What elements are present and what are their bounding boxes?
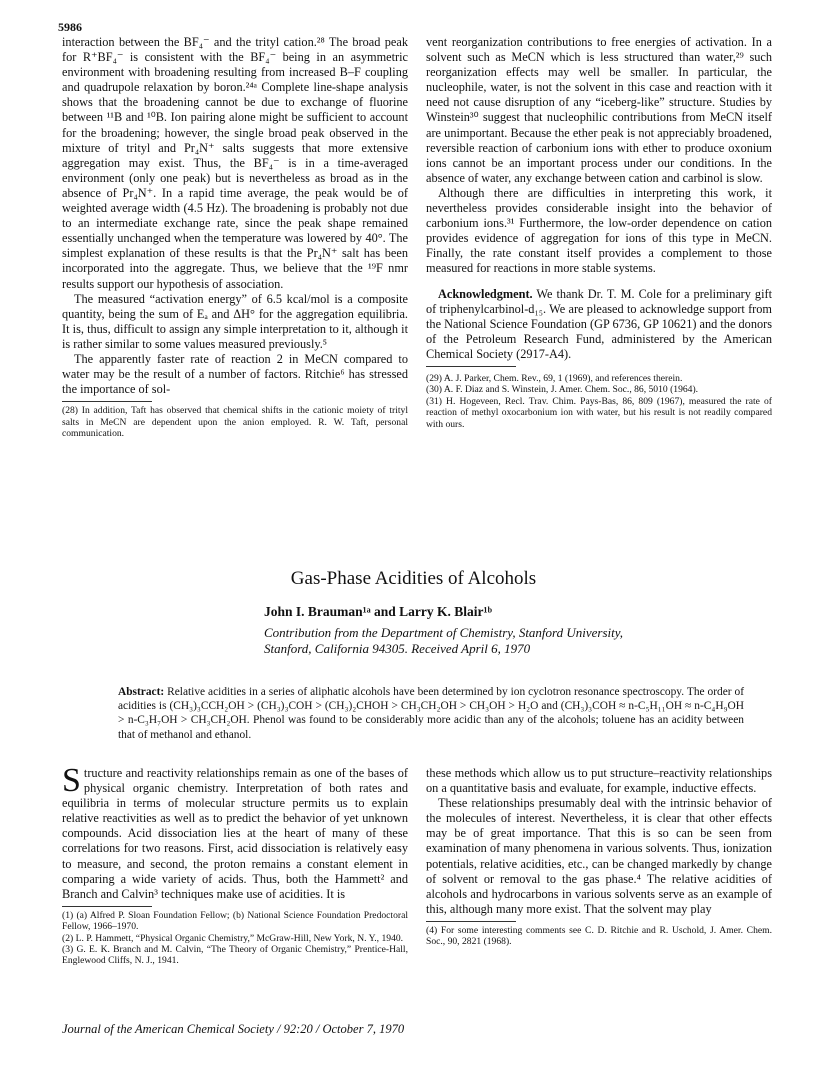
- article-affiliation: [264, 625, 623, 657]
- affiliation-line: Stanford, California 94305. Received April 6, 1970: [264, 641, 531, 656]
- footnote-29: (29) A. J. Parker, Chem. Rev., 69, 1 (1969), and references therein.: [426, 372, 683, 384]
- page-number: 5986: [58, 20, 82, 34]
- paragraph: The apparently faster rate of reaction 2 in MeCN compared to water may be the result of a number of factors. Ritchie⁶ has stressed the importance of sol-: [62, 351, 408, 397]
- acknowledgment-heading: Acknowledgment.: [438, 286, 533, 301]
- article-authors: John I. Brauman¹ᵃ and Larry K. Blair¹ᵇ: [264, 604, 492, 619]
- column-left-top: [62, 35, 408, 439]
- footnote-3: (3) G. E. K. Branch and M. Calvin, “The Theory of Organic Chemistry,” Prentice-Hall, Englewood Cliffs, N. J., 1941.: [62, 944, 408, 967]
- column-right-top: [426, 35, 772, 430]
- column-left-body: [62, 762, 408, 967]
- paragraph: interaction between the BF₄⁻ and the trityl cation.²⁸ The broad peak for R⁺BF₄⁻ is consistent with the BF₄⁻ being in an asymmetric environment with broadening resulting from increased B–F coupling and quadrupole relaxation by boron.²⁴ᵃ Complete line-shape analysis shows that the broadening cannot be due to exchange of fluorine between ¹¹B and ¹⁰B. Ion pairing alone might be sufficient to account for the broadening; however, the single broad peak observed in the mixture of trityl and Pr₄N⁺ salts suggests that more extensive aggregation may exist. Thus, the BF₄⁻ is in a time-averaged environment (only one peak) but is nevertheless as broad as in the absence of Pr₄N⁺. In a rapid time average, the peak would be of weighted average width (4.5 Hz). The broadening is probably not due to an intermediate exchange rate, since the peak shape remained essentially unchanged when the temperature was lowered by 40°. The simplest explanation of these results is that the Pr₄N⁺ salt has been incorporated into the aggregate. Thus, we believe that the ¹⁹F nmr results support our hypothesis of association.: [62, 35, 408, 291]
- footnote-1: (1) (a) Alfred P. Sloan Foundation Fellow; (b) National Science Foundation Predoctoral Fellow, 1966–1970.: [62, 909, 408, 933]
- footnote-rule: [62, 401, 152, 402]
- paragraph: These relationships presumably deal with the intrinsic behavior of the molecules of interest. Nevertheless, it is clear that other effects may be of great importance. That this is so can be seen from examination of many phenomena in various solvents. Thus, ionization potentials, relative acidities, etc., can be changed markedly by change of solvent or removal to the gas phase.⁴ The relative acidities of alcohols and hydrocarbons in various solvents serve as an example of this, although many more exist. That the solvent may play: [426, 796, 772, 916]
- article-title: Gas-Phase Acidities of Alcohols: [290, 568, 537, 589]
- acknowledgment: [426, 287, 772, 362]
- footnote-rule: [62, 906, 152, 907]
- abstract-text: Relative acidities in a series of aliphatic alcohols have been determined by ion cyclotron resonance spectroscopy. The order of acidities is (CH₃)₃CCH₂OH > (CH₃)₃COH > (CH₃)₂CHOH > CH₃CH₂OH > CH₃OH > H₂O and (CH₃)₃COH ≈ n-C₅H₁₁OH ≈ n-C₄H₉OH > n-C₃H₇OH > CH₃CH₂OH. Phenol was found to be considerably more acidic than any of the alcohols; toluene has an acidity between that of methanol and ethanol.: [118, 686, 744, 741]
- paragraph: vent reorganization contributions to free energies of activation. In a solvent such as MeCN which is less structured than water,²⁹ such reorganization effects may well be smaller. In particular, the nucleophile, water, is not the solvent in this case and reaction with it need not cause disruption of any “iceberg-like” structure. Studies by Winstein³⁰ suggest that nucleophilic contributions from MeCN itself are unimportant. Because the ether peak is not appreciably broadened, reversible reaction of carbonium ions with ether to produce oxonium ions cannot be an important process under our conditions. In the absence of water, any exchange between cation and carbinol is slow.: [426, 35, 772, 185]
- journal-footer: Journal of the American Chemical Society / 92:20 / October 7, 1970: [62, 1022, 405, 1036]
- affiliation-line: Contribution from the Department of Chemistry, Stanford University,: [264, 625, 624, 640]
- footnote-28: (28) In addition, Taft has observed that chemical shifts in the cationic moiety of trityl salts in MeCN are dependent upon the anion employed. R. W. Taft, personal communication.: [62, 405, 408, 440]
- drop-cap: S: [62, 762, 81, 799]
- paragraph: The measured “activation energy” of 6.5 kcal/mol is a composite quantity, being the sum of Eₐ and ΔH° for the aggregation equilibria. It is, thus, difficult to assign any simple interpretation to it, although it is rather similar to some values measured previously.⁵: [62, 291, 408, 351]
- footnote-31: (31) H. Hogeveen, Recl. Trav. Chim. Pays-Bas, 86, 809 (1967), measured the rate of reaction of methyl oxocarbonium ion with water, but his result is not readily compared with ours.: [426, 395, 772, 430]
- footnote-2: (2) L. P. Hammett, “Physical Organic Chemistry,” McGraw-Hill, New York, N. Y., 1940.: [62, 932, 404, 944]
- paragraph: Although there are difficulties in interpreting this work, it nevertheless provides considerable insight into the behavior of carbonium ions.³¹ Furthermore, the low-order dependence on cation provides evidence of aggregation for ions of this type in MeCN. Finally, the rate constant itself provides a complement to those measured for reactions in more stable systems.: [426, 185, 772, 276]
- acknowledgment-text: We thank Dr. T. M. Cole for a preliminary gift of triphenylcarbinol-d₁₅. We are pleased to acknowledge support from the National Science Foundation (GP 6736, GP 10621) and the donors of the Petroleum Research Fund, administered by the American Chemical Society (2917-A4).: [426, 286, 772, 361]
- footnote-rule: [426, 921, 516, 922]
- paragraph: these methods which allow us to put structure–reactivity relationships on a quantitative basis and evaluate, for example, inductive effects.: [426, 766, 772, 796]
- paragraph: [62, 762, 408, 902]
- footnote-30: (30) A. F. Diaz and S. Winstein, J. Amer. Chem. Soc., 86, 5010 (1964).: [426, 384, 699, 396]
- abstract-heading: Abstract:: [118, 686, 165, 698]
- paragraph-text: tructure and reactivity relationships remain as one of the bases of physical organic chemistry. Interpretation of both rates and equilibria in terms of molecular structure permits us to explain relative reactivities as well as to predict the behavior of yet unknown compounds. Acid dissociation lies at the heart of many of these correlations for two reasons. First, acid dissociation is relatively easy to measure, and second, the proton remains a constant element in comparing a wide variety of acids. Thus, both the Hammett² and Branch and Calvin³ techniques make use of acidities. It is: [62, 766, 408, 901]
- abstract: [118, 685, 744, 742]
- footnote-rule: [426, 366, 516, 367]
- column-right-body: [426, 766, 772, 948]
- footnote-4: (4) For some interesting comments see C. D. Ritchie and R. Uschold, J. Amer. Chem. Soc., 90, 2821 (1968).: [426, 924, 772, 948]
